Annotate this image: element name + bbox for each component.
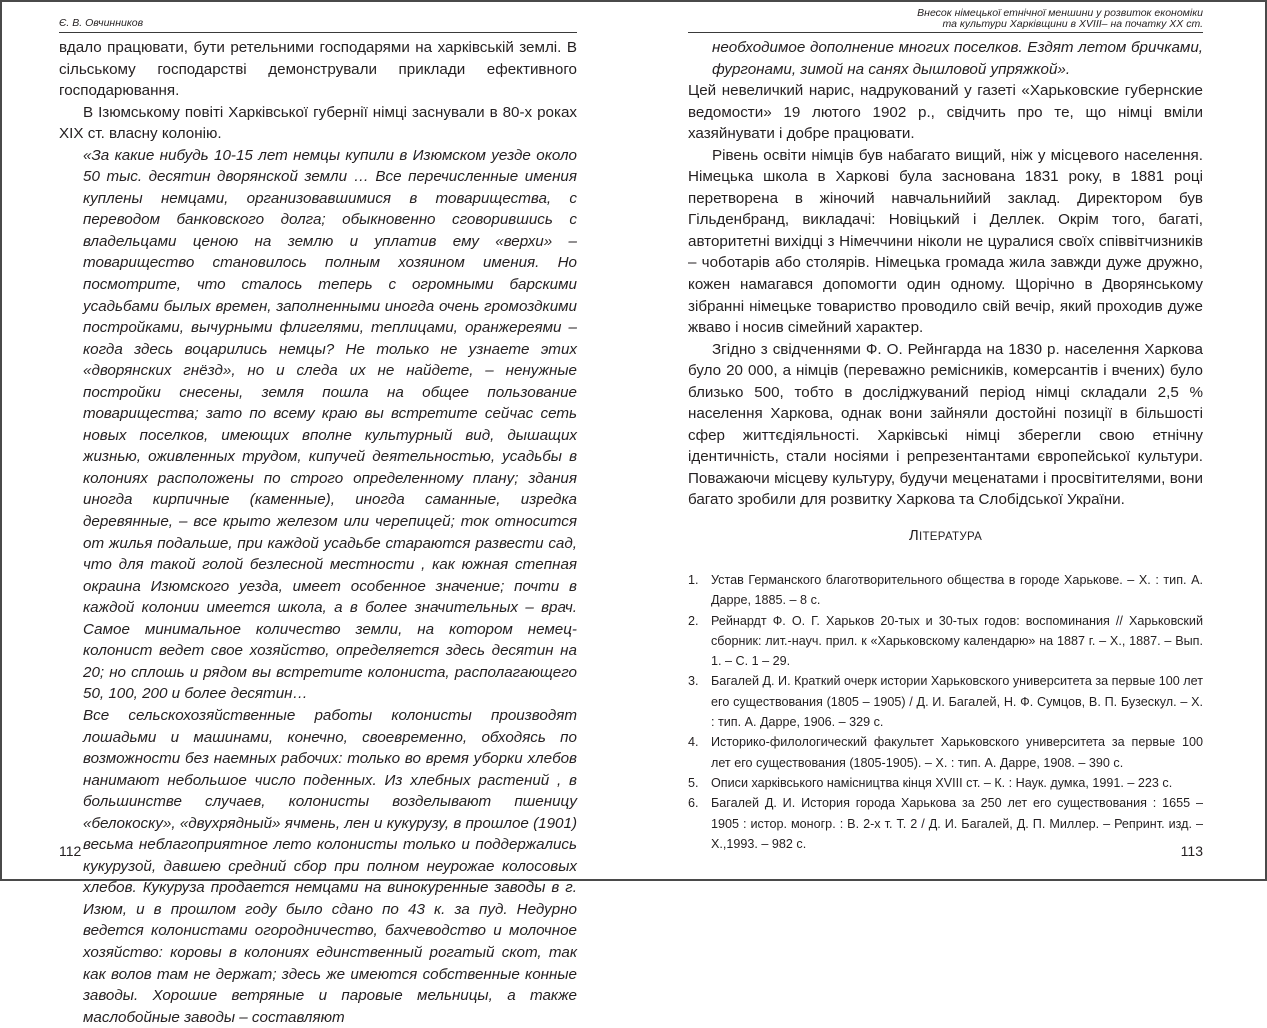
literature-heading [688,527,1203,544]
reference-item [688,671,1203,732]
quotation-paragraph: «За какие нибудь 10-15 лет немцы купили в Изюмском уезде около 50 тыс. десятин дворянской земли … Все перечисленные имения куплены немцами, организовавшимися в товарищества, с переводом банковского долга; обыкновенно сговорившись с владельцами ценою на землю и уплатив ему «верхи» – товарищество становилось полным хозяином имения. Но посмотрите, что сталось теперь с огромными барскими усадьбами былых времен, заполненными иногда очень громоздкими постройками, вычурными флигелями, теплицами, оранжереями – когда здесь воцарились немцы? Не только не узнаете этих «дворянских гнёзд», но и следа их не найдете, – ненужные постройки снесены, земля пошла на общее пользование товарищества; зато по всему краю вы встретите сейчас сеть новых поселков, имеющих вполне культурный вид, дышащих жизнью, оживленных трудом, кипучей деятельностью, усадьбы в колониях расположены по строго определенному плану; здания иногда кирпичные (каменные), иногда саманные, изредка деревянные, – все крыто железом или черепицей; ток относится от жилья подальше, при каждой усадьбе стараются развести сад, что для такой голой безлесной местности , как южная степная окраина Изюмского уезда, имеет особенное значение; почти в каждой колонии имеется школа, а в более значительных – врач. Самое минимальное количество земли, на котором немец-колонист ведет свое хозяйство, определяется здесь десятин на 20; но сплошь и рядом вы встретите колониста, располагающего 50, 100, 200 и более десятин… [83,146,577,703]
reference-number: 2. [688,613,699,628]
reference-item [688,732,1203,773]
article-title-line-2: та культури Харківщини в XVIII– на початку XX ст. [942,18,1203,30]
page-number-left: 112 [59,843,82,859]
left-page-body [59,37,577,1028]
paragraph: Згідно з свідченнями Ф. О. Рейнгарда на 1830 р. населення Харкова було 20 000, а німців (переважно ремісників, комерсантів і вчених) було близько 500, тобто в досліджуваний період німці складали 2,5 % населення Харкова, однак вони зайняли достойні позиції в більшості сфер життєдіяльності. Харківські німці зберегли свою етнічну ідентичність, стали носіями і репрезентантами європейської культури. Поважаючи місцеву культуру, будучи меценатами і просвітителями, вони багато зробили для розвитку Харкова та Слобідської України. [688,340,1203,509]
running-head-author [59,0,577,33]
reference-text: Историко-филологический факультет Харьковского университета за первые 100 лет его существования (1805-1905). – Х. : тип. А. Дарре, 1908. – 390 с. [711,735,1203,770]
right-page-body [688,37,1203,511]
reference-number: 4. [688,735,699,750]
paragraph: Цей невеличкий нарис, надрукований у газеті «Харьковские губернские ведомости» 19 лютого 1902 р., свідчить про те, що німці вміли хазяйнувати і добре працювати. [688,82,1203,143]
running-head-title [688,0,1203,33]
reference-text: Багалей Д. И. Краткий очерк истории Харьковского университета за первые 100 лет его существования (1805 – 1905) / Д. И. Багалей, Н. Ф. Сумцов, В. П. Бузескул. – Х. : тип. А. Дарре, 1906. – 329 с. [711,674,1203,730]
paragraph: вдало працювати, бути ретельними господарями на харківській землі. В сільському господарстві демонстрували приклади ефективного господарювання. [59,39,577,100]
author-name: Є. В. Овчинников [59,17,144,29]
reference-item [688,570,1203,611]
literature-heading-initial: Л [908,527,919,544]
reference-number: 1. [688,573,699,587]
reference-text: Устав Германского благотворительного общества в городе Харькове. – Х. : тип. А. Дарре, 1885. – 8 с. [711,573,1203,608]
article-title-line-1: Внесок німецької етнічної меншини у розвиток економіки [917,7,1203,19]
reference-text: Багалей Д. И. История города Харькова за 250 лет его существования : 1655 – 1905 : истор. моногр. : В. 2-х т. Т. 2 / Д. И. Багалей, Д. П. Миллер. – Репринт. изд. – Х.,1993. – 982 с. [711,796,1203,851]
quotation-paragraph: необходимое дополнение многих поселков. Ездят летом бричками, фургонами, зимой на санях дышловой упряжкой». [712,39,1203,78]
reference-number: 3. [688,674,699,689]
reference-item [688,793,1203,854]
quotation-paragraph: Все сельскохозяйственные работы колонисты производят лошадьми и машинами, конечно, своевременно, обходясь по возможности без наемных рабочих: только во время уборки хлебов нанимают небольшое число поденных. Из хлебных растений , в большинстве случаев, колонисты возделывают пшеницу «белокоску», «двухрядный» ячмень, лен и кукурузу, в прошлое (1901) весьма неблагоприятное лето колонисты только и поддержались кукурузой, давшею средний сбор при полном неурожае колосовых хлебов. Кукуруза продается немцами на винокуренные заводы в г. Изюм, и в прошлом году было сдано по 43 к. за пуд. Недурно ведется колонистами огородничество, бахчеводство и молочное хозяйство: коровы в колониях единственный рогатый скот, так как волов там не держат; здесь же имеются собственные конные заводы. Хорошие ветряные и паровые мельницы, а также маслобойные заводы – составляют [83,706,577,1026]
reference-number: 5. [688,775,699,790]
reference-number: 6. [688,796,699,811]
paragraph: Рівень освіти німців був набагато вищий, ніж у місцевого населення. Німецька школа в Харкові була заснована 1831 року, в 1881 році перетворена в жіночий навчальнийий заклад. Директором був Гільденбранд, викладачі: Новіцький і Деллек. Окрім того, багаті, авторитетні вихідці з Німеччини ніколи не цуралися своїх співвітчизників – чоботарів або столярів. Німецька громада жила завжди дуже дружно, кожен намагався допомогти один одному. Щорічно в Дворянському зібранні німецьке товариство проводило свій вечір, який проходив дуже жваво і носив сімейний характер. [688,146,1203,337]
references-list [688,570,1203,854]
right-page [688,0,1203,881]
page-number-right: 113 [1180,843,1203,859]
paragraph: В Ізюмському повіті Харківської губернії німці заснували в 80-х роках XIX ст. власну колонію. [59,103,577,143]
literature-heading-rest: ІТЕРАТУРА [918,531,983,543]
reference-text: Рейнардт Ф. О. Г. Харьков 20-тых и 30-тых годов: воспоминания // Харьковский сборник: лит.-науч. прил. к «Харьковскому календарю» на 1887 г. – Х., 1887. – Вып. 1. – С. 1 – 29. [711,613,1203,669]
left-page [59,0,577,1026]
reference-item [688,773,1203,793]
reference-text: Описи харківського намісництва кінця XVIII ст. – К. : Наук. думка, 1991. – 223 с. [711,775,1173,790]
reference-item [688,611,1203,672]
